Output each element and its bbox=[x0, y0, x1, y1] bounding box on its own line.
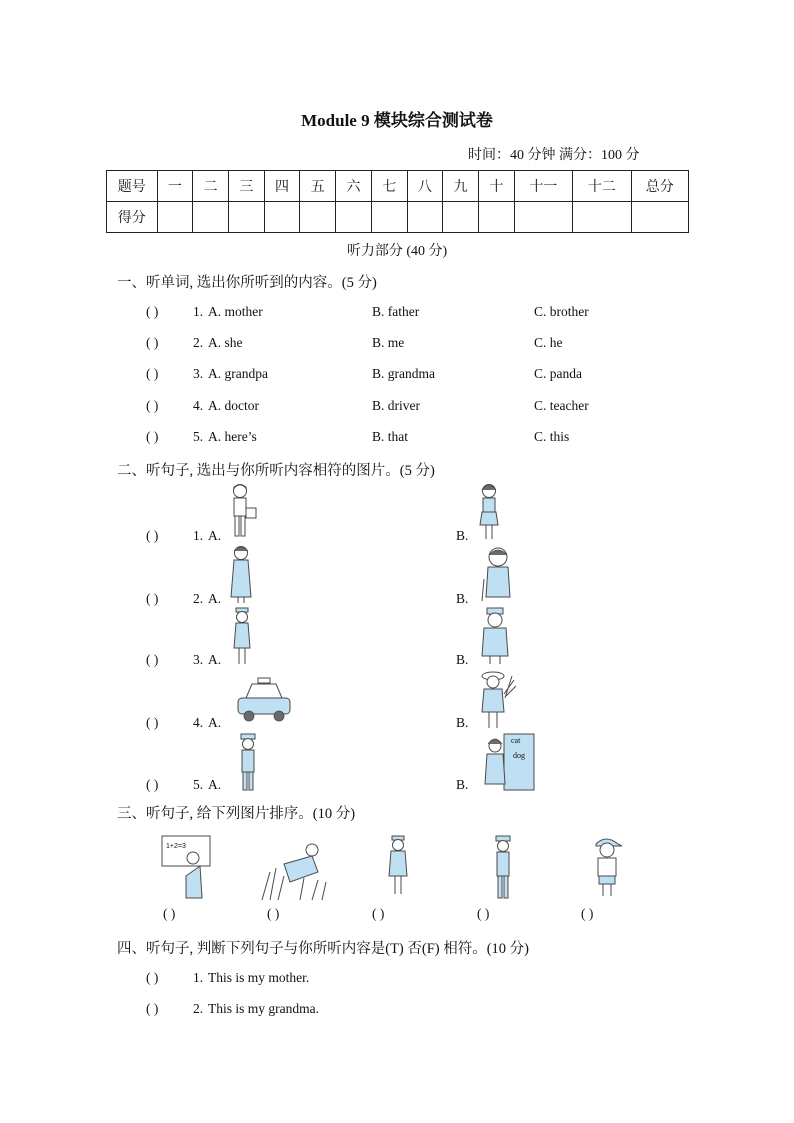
score-header-cell: 题号 bbox=[107, 171, 158, 202]
s2-item-number: 1. bbox=[193, 528, 204, 543]
score-header-cell: 五 bbox=[300, 171, 336, 202]
score-cell[interactable] bbox=[371, 202, 407, 233]
section2-heading: 二、听句子, 选出与你所听内容相符的图片。(5 分) bbox=[117, 463, 435, 479]
s1-option-b: B. driver bbox=[372, 398, 420, 413]
grandpa-picture bbox=[476, 545, 520, 603]
s2-option-b: B. bbox=[456, 715, 469, 730]
exam-meta: 时间：40 分钟 满分：100 分 bbox=[468, 148, 640, 163]
nurse-picture bbox=[229, 608, 255, 666]
doctor-picture bbox=[476, 608, 516, 666]
s1-item-number: 5. bbox=[193, 429, 204, 444]
s1-answer-blank[interactable]: ( ) bbox=[146, 398, 159, 413]
s2-option-b: B. bbox=[456, 528, 469, 543]
farmer-picture bbox=[478, 670, 518, 730]
s4-answer-blank[interactable]: ( ) bbox=[146, 1001, 159, 1016]
score-row-label: 得分 bbox=[107, 202, 158, 233]
page-title: Module 9 模块综合测试卷 bbox=[301, 111, 493, 130]
girl-picture bbox=[476, 483, 506, 543]
s1-answer-blank[interactable]: ( ) bbox=[146, 366, 159, 381]
policeman-picture bbox=[236, 734, 260, 792]
score-cell[interactable] bbox=[264, 202, 300, 233]
score-cell[interactable] bbox=[228, 202, 264, 233]
s2-answer-blank[interactable]: ( ) bbox=[146, 652, 159, 667]
score-table-score-row bbox=[107, 202, 689, 233]
s2-option-a: A. bbox=[208, 652, 222, 667]
score-header-cell: 四 bbox=[264, 171, 300, 202]
score-header-cell: 八 bbox=[407, 171, 443, 202]
score-header-cell: 六 bbox=[336, 171, 372, 202]
svg-text:1+2=3: 1+2=3 bbox=[166, 843, 186, 850]
s2-item-number: 5. bbox=[193, 777, 204, 792]
score-cell[interactable] bbox=[157, 202, 193, 233]
boy-with-bag-picture bbox=[226, 483, 260, 543]
score-cell[interactable] bbox=[193, 202, 229, 233]
s2-option-b: B. bbox=[456, 591, 469, 606]
score-header-cell: 二 bbox=[193, 171, 229, 202]
score-header-cell: 十二 bbox=[573, 171, 631, 202]
score-cell[interactable] bbox=[514, 202, 572, 233]
farmer-field-picture bbox=[260, 842, 330, 902]
s2-item-number: 2. bbox=[193, 591, 204, 606]
s1-option-b: B. grandma bbox=[372, 366, 435, 381]
s2-option-b: B. bbox=[456, 652, 469, 667]
s1-item-number: 4. bbox=[193, 398, 204, 413]
s2-option-a: A. bbox=[208, 777, 222, 792]
woman-picture bbox=[228, 545, 260, 605]
s1-answer-blank[interactable]: ( ) bbox=[146, 304, 159, 319]
s1-option-c: C. panda bbox=[534, 366, 582, 381]
score-cell[interactable] bbox=[631, 202, 688, 233]
s4-sentence: This is my grandma. bbox=[208, 1001, 319, 1016]
score-header-cell: 九 bbox=[443, 171, 479, 202]
score-header-cell: 七 bbox=[371, 171, 407, 202]
section1-heading: 一、听单词, 选出你所听到的内容。(5 分) bbox=[117, 275, 377, 291]
teacher-math-picture bbox=[162, 834, 212, 902]
boy-cap-picture bbox=[590, 836, 626, 898]
score-cell[interactable] bbox=[336, 202, 372, 233]
score-header-cell: 十一 bbox=[514, 171, 572, 202]
score-header-cell: 总分 bbox=[631, 171, 688, 202]
nurse-picture-2 bbox=[384, 836, 414, 898]
s1-option-a: A. here’s bbox=[208, 429, 257, 444]
s4-sentence: This is my mother. bbox=[208, 970, 310, 985]
board-word-cat: cat bbox=[511, 736, 521, 745]
s2-option-a: A. bbox=[208, 528, 222, 543]
score-header-cell: 三 bbox=[228, 171, 264, 202]
s3-answer-blank[interactable]: ( ) bbox=[267, 906, 280, 921]
s1-option-a: A. grandpa bbox=[208, 366, 268, 381]
s4-item-number: 1. bbox=[193, 970, 204, 985]
section4-heading: 四、听句子, 判断下列句子与你所听内容是(T) 否(F) 相符。(10 分) bbox=[117, 941, 530, 957]
score-cell[interactable] bbox=[573, 202, 631, 233]
s1-item-number: 3. bbox=[193, 366, 204, 381]
s2-option-b: B. bbox=[456, 777, 469, 792]
s1-option-c: C. brother bbox=[534, 304, 589, 319]
s3-answer-blank[interactable]: ( ) bbox=[372, 906, 385, 921]
score-table bbox=[106, 170, 689, 233]
s1-option-a: A. doctor bbox=[208, 398, 259, 413]
s1-option-b: B. that bbox=[372, 429, 408, 444]
s2-answer-blank[interactable]: ( ) bbox=[146, 715, 159, 730]
s2-option-a: A. bbox=[208, 715, 222, 730]
score-header-cell: 一 bbox=[157, 171, 193, 202]
score-cell[interactable] bbox=[443, 202, 479, 233]
s1-item-number: 1. bbox=[193, 304, 204, 319]
score-cell[interactable] bbox=[478, 202, 514, 233]
s2-item-number: 4. bbox=[193, 715, 204, 730]
policeman-picture-2 bbox=[490, 836, 516, 902]
s1-option-b: B. father bbox=[372, 304, 420, 319]
board-word-dog: dog bbox=[513, 751, 525, 760]
s1-option-b: B. me bbox=[372, 335, 405, 350]
s1-item-number: 2. bbox=[193, 335, 204, 350]
score-table-header-row bbox=[107, 171, 689, 202]
s2-item-number: 3. bbox=[193, 652, 204, 667]
teacher-board-picture bbox=[484, 734, 534, 792]
s2-answer-blank[interactable]: ( ) bbox=[146, 591, 159, 606]
s1-option-a: A. mother bbox=[208, 304, 263, 319]
s4-answer-blank[interactable]: ( ) bbox=[146, 970, 159, 985]
s2-option-a: A. bbox=[208, 591, 222, 606]
s2-answer-blank[interactable]: ( ) bbox=[146, 777, 159, 792]
score-cell[interactable] bbox=[300, 202, 336, 233]
s1-option-c: C. he bbox=[534, 335, 563, 350]
listening-part-title: 听力部分 (40 分) bbox=[346, 244, 448, 259]
s3-answer-blank[interactable]: ( ) bbox=[581, 906, 594, 921]
s1-answer-blank[interactable]: ( ) bbox=[146, 335, 159, 350]
s1-answer-blank[interactable]: ( ) bbox=[146, 429, 159, 444]
s1-option-c: C. teacher bbox=[534, 398, 589, 413]
s1-option-a: A. she bbox=[208, 335, 243, 350]
s1-option-c: C. this bbox=[534, 429, 570, 444]
s4-item-number: 2. bbox=[193, 1001, 204, 1016]
taxi-picture bbox=[236, 676, 292, 724]
section3-heading: 三、听句子, 给下列图片排序。(10 分) bbox=[117, 806, 356, 822]
score-cell[interactable] bbox=[407, 202, 443, 233]
s3-answer-blank[interactable]: ( ) bbox=[477, 906, 490, 921]
score-header-cell: 十 bbox=[478, 171, 514, 202]
s3-answer-blank[interactable]: ( ) bbox=[163, 906, 176, 921]
s2-answer-blank[interactable]: ( ) bbox=[146, 528, 159, 543]
